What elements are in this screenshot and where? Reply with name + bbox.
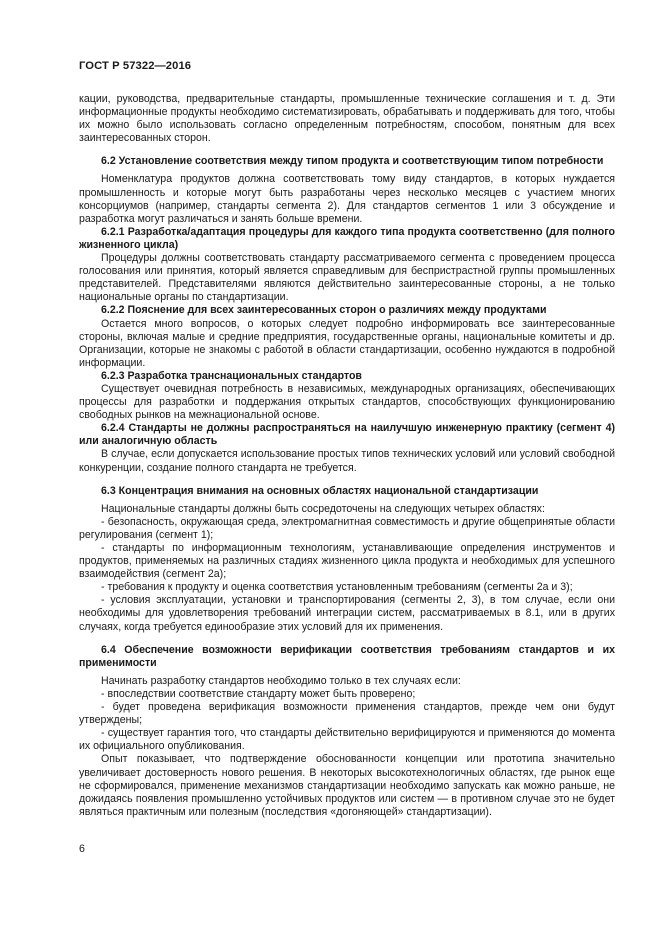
subsection-heading-6-2-3: 6.2.3 Разработка транснациональных стандартов [101,369,362,382]
subsection-heading-6-2-1: 6.2.1 Разработка/адаптация процедуры для каждого типа продукта соответственно (для полного жизненного цикла) [79,225,615,251]
list-item: - требования к продукту и оценка соответствия установленным требованиям (сегменты 2а и 3); [101,581,573,594]
paragraph: Процедуры должны соответствовать стандарту рассматриваемого сегмента с проведением процесса голосования или принятия, который является справедливым для беспристрастной группы промышленных представителей. Представителями являются действительно заинтересованные стороны, а не только национальные органы по стандартизации. [79,252,615,304]
document-header: ГОСТ Р 57322—2016 [79,60,192,72]
paragraph: Опыт показывает, что подтверждение обоснованности концепции или прототипа значительно увеличивает достоверность нового решения. В некоторых высокотехнологичных областях, где рынок еще не сформировался, применение механизмов стандартизации необходимо запускать как можно раньше, не дожидаясь появления промышленно устойчивых продуктов или систем — в противном случае это не будет являться практичным или полезным (последствия «догоняющей» стандартизации). [79,753,615,818]
list-item: - стандарты по информационным технологиям, устанавливающие определения инструментов и продуктов, применяемых на различных стадиях жизненного цикла продукта и необходимых для успешного взаимодействия (сегмент 2а); [79,542,615,581]
list-item: - будет проведена верификация возможности применения стандартов, прежде чем они будут утверждены; [79,701,615,727]
list-item: - существует гарантия того, что стандарты действительно верифицируются и применяются до момента их официального опубликования. [79,727,615,753]
paragraph: Существует очевидная потребность в независимых, международных организациях, обеспечивающих процессы для разработки и поддержания открытых стандартов, способствующих функционированию свободных рынков на межнациональной основе. [79,382,615,422]
paragraph: Остается много вопросов, о которых следует подробно информировать все заинтересованные стороны, включая малые и средние предприятия, государственные органы, национальные комитеты и др. Организации, которые не знакомы с работой в области стандартизации, особенно нуждаются в подробной информации. [79,317,615,369]
list-item: - условия эксплуатации, установки и транспортирования (сегменты 2, 3), в том случае, если они необходимы для удовлетворения требований интеграции систем, рассматриваемых в 8.1, или в других случаях, когда требуется единообразие этих условий для их применения. [79,594,615,633]
paragraph: Начинать разработку стандартов необходимо только в тех случаях если: [101,674,461,687]
paragraph: Национальные стандарты должны быть сосредоточены на следующих четырех областях: [101,502,545,515]
paragraph: кации, руководства, предварительные стандарты, промышленные технические соглашения и т. д. Эти информационные продукты необходимо систематизировать, обрабатывать и поддерживать для того, чтобы их можно было использовать согласно определенным потребностям, способом, понятным для всех заинтересованных сторон. [79,93,615,145]
paragraph: Номенклатура продуктов должна соответствовать тому виду стандартов, в которых нуждается промышленность и которые могут быть разработаны через несколько месяцев с участием многих консорциумов (например, стандарты сегмента 2). Для стандартов сегментов 1 или 3 обсуждение и разработка могут различаться и занять больше времени. [79,173,615,225]
document-body [79,93,615,819]
section-heading-6-2: 6.2 Установление соответствия между типом продукта и соответствующим типом потребности [101,155,604,168]
list-item: - впоследствии соответствие стандарту может быть проверено; [101,687,416,700]
list-item: - безопасность, окружающая среда, электромагнитная совместимость и другие общепринятые области регулирования (сегмент 1); [79,515,615,541]
paragraph: В случае, если допускается использование простых типов технических условий или условий свободной конкуренции, создание полного стандарта не требуется. [79,448,615,474]
page-number: 6 [79,843,85,855]
subsection-heading-6-2-4: 6.2.4 Стандарты не должны распространяться на наилучшую инженерную практику (сегмент 4) или аналогичную область [79,422,615,448]
section-heading-6-4: 6.4 Обеспечение возможности верификации соответствия требованиям стандартов и их применимости [79,643,615,669]
subsection-heading-6-2-2: 6.2.2 Пояснение для всех заинтересованных сторон о различиях между продуктами [101,304,547,317]
section-heading-6-3: 6.3 Концентрация внимания на основных областях национальной стандартизации [101,484,539,497]
